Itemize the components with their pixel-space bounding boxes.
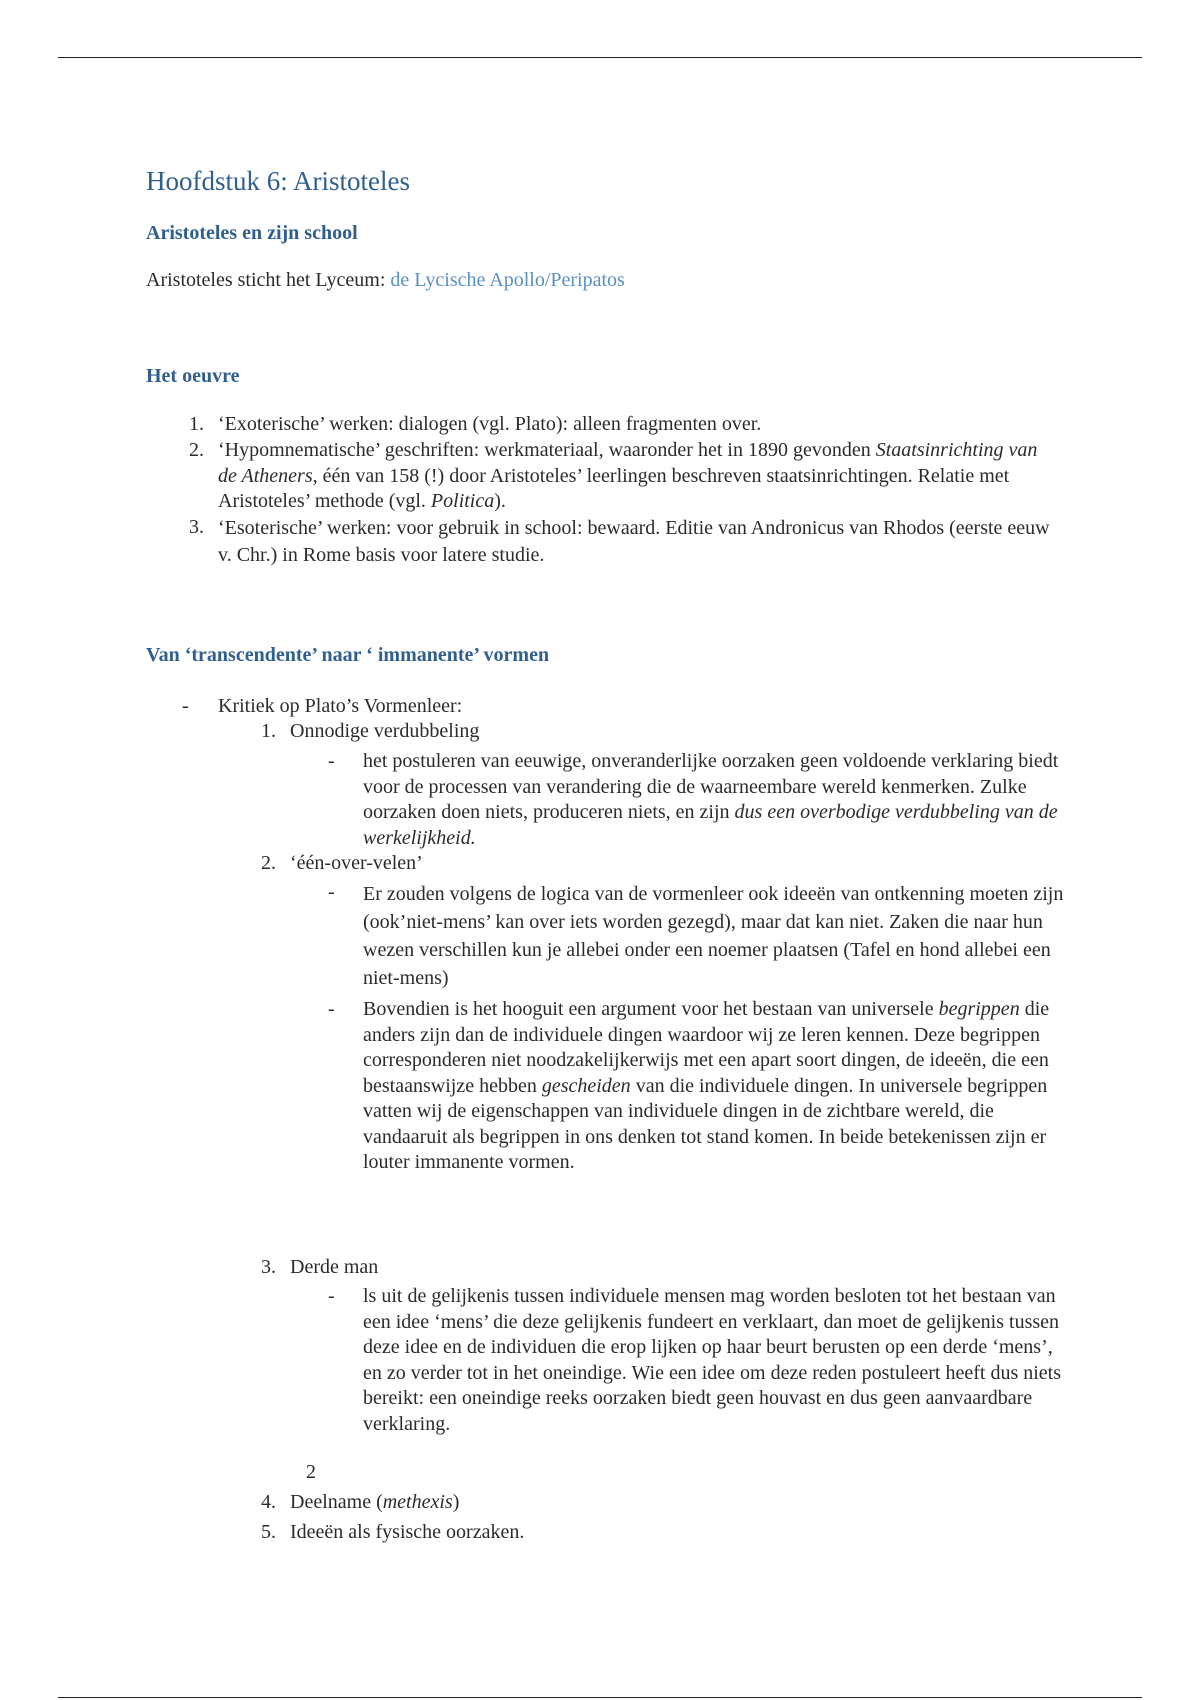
list-number: 2.: [261, 852, 276, 874]
lyceum-text: Aristoteles sticht het Lyceum:: [146, 269, 391, 291]
point-label: [290, 1490, 890, 1516]
bullet-text: ls uit de gelijkenis tussen individuele mensen mag worden besloten tot het bestaan van een idee ‘mens’ die deze gelijkenis fundeert en verklaart, dan moet de gelijkenis tussen deze idee en de individuen die erop lijken op haar beurt berusten op een derde ‘mens’, en zo verder tot in het oneindige. Wie een idee om deze reden postuleert heeft dus niets bereikt: een oneindige reeks oorzaken biedt geen houvast en dus geen aanvaardbare verklaring.: [363, 1285, 1062, 1435]
heading-school: Aristoteles en zijn school: [146, 222, 358, 244]
list-number: 2.: [189, 439, 204, 461]
point-label: Onnodige verdubbeling: [290, 720, 480, 742]
bullet-text-part: die anders zijn dan de individuele dingen waardoor wij ze leren kennen. Deze begrippen corresponderen niet noodzakelijkerwijs met een apart soort dingen, de ideeën, die een bestaanswijze hebben: [363, 998, 1050, 1097]
work-title: Staatsinrichting van de Atheners: [218, 439, 1038, 487]
bullet-text: [363, 749, 1063, 851]
heading-oeuvre: Het oeuvre: [146, 365, 240, 387]
list-item: ‘Esoterische’ werken: voor gebruik in school: bewaard. Editie van Andronicus van Rhodos (eerste eeuw v. Chr.) in Rome basis voor latere studie.: [218, 517, 1050, 566]
bullet-text: [363, 997, 1073, 1176]
lyceum-link: de Lycische Apollo/Peripatos: [390, 269, 625, 291]
top-rule: [58, 57, 1142, 58]
emphasis: dus een overbodige verdubbeling van de werkelijkheid.: [363, 801, 1058, 849]
point-label-text: ): [452, 1491, 460, 1513]
list-number: 5.: [261, 1521, 276, 1543]
list-item-text: ‘Hypomnematische’ geschriften: werkmateriaal, waaronder het in 1890 gevonden: [218, 439, 876, 461]
emphasis: gescheiden: [541, 1074, 631, 1097]
point-label: ‘één-over-velen’: [290, 852, 423, 874]
chapter-title: Hoofdstuk 6: Aristoteles: [146, 166, 410, 196]
work-title: Politica: [430, 490, 495, 512]
bullet-text-part: het postuleren van eeuwige, onveranderlijke oorzaken geen voldoende verklaring biedt voor de processen van verandering die de waarneembare wereld kenmerken. Zulke oorzaken doen niets, produceren niets, en zijn: [363, 750, 1059, 823]
list-number: 4.: [261, 1491, 276, 1513]
emphasis: begrippen: [938, 998, 1020, 1020]
list-item-text: ).: [494, 490, 506, 512]
point-label: Derde man: [290, 1256, 379, 1278]
list-item-text: , één van 158 (!) door Aristoteles’ leerlingen beschreven staatsinrichtingen. Relatie met Aristoteles’ methode (vgl.: [218, 464, 1010, 512]
emphasis: methexis: [382, 1491, 453, 1513]
page-number: 2: [306, 1461, 316, 1483]
list-number: 3.: [189, 516, 204, 538]
list-item: ‘Exoterische’ werken: dialogen (vgl. Plato): alleen fragmenten over.: [218, 413, 762, 435]
lyceum-paragraph: [146, 268, 625, 293]
bullet-text-part: van die individuele dingen. In universele begrippen vatten wij de eigenschappen van individuele dingen in de zichtbare wereld, die vandaaruit als begrippen in ons denken tot stand komen. In beide betekenissen zijn er louter immanente vormen.: [363, 1074, 1048, 1173]
dash-bullet: -: [328, 1285, 335, 1307]
point-label-text: Deelname (: [290, 1491, 383, 1513]
bullet-text-part: Bovendien is het hooguit een argument voor het bestaan van universele: [363, 998, 939, 1020]
critique-intro: Kritiek op Plato’s Vormenleer:: [218, 695, 463, 717]
dash-bullet: -: [328, 750, 335, 772]
bottom-rule: [58, 1697, 1142, 1698]
heading-forms: Van ‘transcendente’ naar ‘ immanente’ vormen: [146, 644, 550, 666]
point-label: Ideeën als fysische oorzaken.: [290, 1521, 525, 1543]
dash-bullet: -: [182, 695, 189, 717]
list-item: [218, 438, 1048, 515]
list-number: 1.: [189, 413, 204, 435]
dash-bullet: -: [328, 881, 335, 903]
list-number: 3.: [261, 1256, 276, 1278]
dash-bullet: -: [328, 998, 335, 1020]
bullet-text: Er zouden volgens de logica van de vormenleer ook ideeën van ontkenning moeten zijn (ook’niet-mens’ kan over iets worden gezegd), maar dat kan niet. Zaken die naar hun wezen verschillen kun je allebei onder een noemer plaatsen (Tafel en hond allebei een niet-mens): [363, 883, 1064, 989]
list-number: 1.: [261, 720, 276, 742]
